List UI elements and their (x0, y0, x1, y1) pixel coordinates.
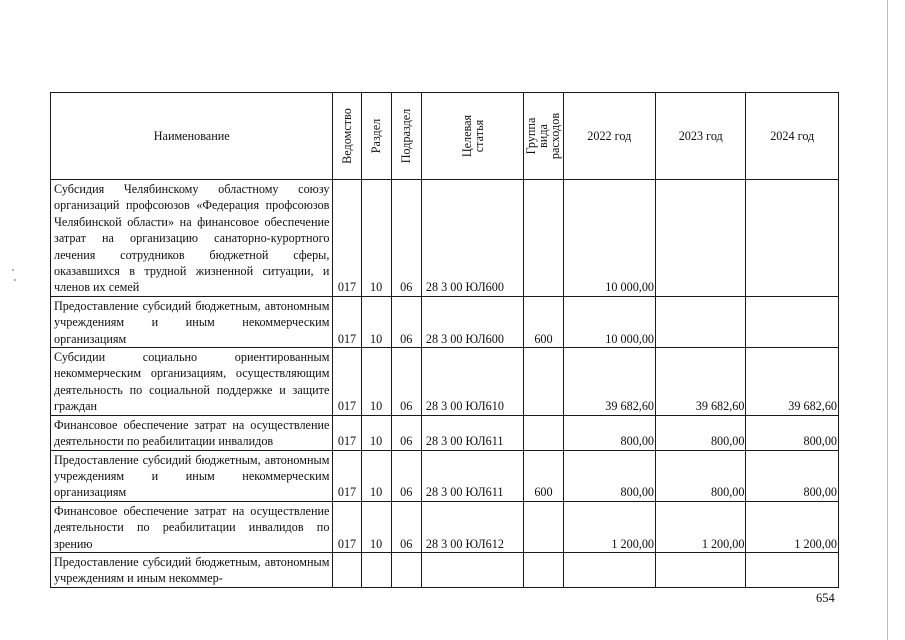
row-vedomstvo: 017 (333, 450, 361, 501)
header-name: Наименование (51, 93, 333, 180)
budget-table (50, 92, 839, 588)
row-target-article: 28 3 00 ЮЛ611 (421, 450, 524, 501)
row-target-article: 28 3 00 ЮЛ610 (421, 348, 524, 416)
table-row (51, 501, 839, 552)
row-vedomstvo: 017 (333, 501, 361, 552)
row-razdel: 10 (361, 180, 391, 297)
table-row (51, 348, 839, 416)
row-razdel: 10 (361, 415, 391, 450)
row-name: Предоставление субсидий бюджетным, автономным учреждениям и иным некоммерческим организациям (51, 296, 333, 347)
row-vedomstvo: 017 (333, 180, 361, 297)
table-row (51, 180, 839, 297)
scan-speck (14, 279, 16, 281)
row-name: Финансовое обеспечение затрат на осуществление деятельности по реабилитации инвалидов (51, 415, 333, 450)
row-podrazdel: 06 (391, 450, 421, 501)
row-podrazdel: 06 (391, 348, 421, 416)
row-2023 (656, 180, 746, 297)
row-name: Предоставление субсидий бюджетным, автономным учреждениям и иным некоммерческим организациям (51, 450, 333, 501)
scan-edge-line (887, 0, 888, 640)
row-razdel: 10 (361, 348, 391, 416)
row-razdel: 10 (361, 501, 391, 552)
row-2022: 1 200,00 (563, 501, 655, 552)
row-2023: 800,00 (656, 415, 746, 450)
table-row (51, 552, 839, 587)
row-podrazdel: 06 (391, 296, 421, 347)
row-2024: 39 682,60 (746, 348, 839, 416)
header-2022: 2022 год (563, 93, 655, 180)
row-name: Субсидии социально ориентированным некоммерческим организациям, осуществляющим деятельность по социальной поддержке и защите граждан (51, 348, 333, 416)
row-2024: 800,00 (746, 415, 839, 450)
row-podrazdel: 06 (391, 501, 421, 552)
row-expense-group (524, 348, 563, 416)
header-target-article: Целевая статья (421, 93, 524, 180)
header-razdel: Раздел (361, 93, 391, 180)
row-expense-group (524, 552, 563, 587)
row-vedomstvo (333, 552, 361, 587)
row-target-article: 28 3 00 ЮЛ600 (421, 180, 524, 297)
row-vedomstvo: 017 (333, 296, 361, 347)
row-2022 (563, 552, 655, 587)
row-2023: 39 682,60 (656, 348, 746, 416)
row-podrazdel: 06 (391, 415, 421, 450)
table-row (51, 415, 839, 450)
row-2024 (746, 180, 839, 297)
header-2024: 2024 год (746, 93, 839, 180)
row-razdel (361, 552, 391, 587)
row-podrazdel: 06 (391, 180, 421, 297)
row-expense-group (524, 180, 563, 297)
row-2022: 39 682,60 (563, 348, 655, 416)
header-2023: 2023 год (656, 93, 746, 180)
row-vedomstvo: 017 (333, 348, 361, 416)
row-expense-group (524, 415, 563, 450)
header-podrazdel: Подраздел (391, 93, 421, 180)
row-2023 (656, 296, 746, 347)
row-2022: 10 000,00 (563, 296, 655, 347)
row-name: Субсидия Челябинскому областному союзу организаций профсоюзов «Федерация профсоюзов Челябинской области» на финансовое обеспечение затрат на организацию санаторно-курортного лечения сотрудников бюджетной сферы, оказавшихся в трудной жизненной ситуации, и членов их семей (51, 180, 333, 297)
row-2024 (746, 552, 839, 587)
row-2022: 800,00 (563, 450, 655, 501)
row-target-article: 28 3 00 ЮЛ600 (421, 296, 524, 347)
row-expense-group: 600 (524, 296, 563, 347)
table-row (51, 296, 839, 347)
header-expense-group: Группа вида расходов (524, 93, 563, 180)
row-expense-group (524, 501, 563, 552)
row-2023: 1 200,00 (656, 501, 746, 552)
row-expense-group: 600 (524, 450, 563, 501)
header-vedomstvo: Ведомство (333, 93, 361, 180)
row-target-article: 28 3 00 ЮЛ611 (421, 415, 524, 450)
table-header-row (51, 93, 839, 180)
row-2024 (746, 296, 839, 347)
row-2022: 800,00 (563, 415, 655, 450)
row-podrazdel (391, 552, 421, 587)
row-target-article (421, 552, 524, 587)
scan-speck (12, 269, 14, 271)
row-name: Финансовое обеспечение затрат на осуществление деятельности по реабилитации инвалидов по зрению (51, 501, 333, 552)
row-razdel: 10 (361, 450, 391, 501)
page-number: 654 (816, 591, 835, 605)
row-razdel: 10 (361, 296, 391, 347)
row-2023: 800,00 (656, 450, 746, 501)
row-2022: 10 000,00 (563, 180, 655, 297)
row-2024: 800,00 (746, 450, 839, 501)
row-vedomstvo: 017 (333, 415, 361, 450)
row-2023 (656, 552, 746, 587)
table-row (51, 450, 839, 501)
row-name: Предоставление субсидий бюджетным, автономным учреждениям и иным некоммер- (51, 552, 333, 587)
row-2024: 1 200,00 (746, 501, 839, 552)
row-target-article: 28 3 00 ЮЛ612 (421, 501, 524, 552)
